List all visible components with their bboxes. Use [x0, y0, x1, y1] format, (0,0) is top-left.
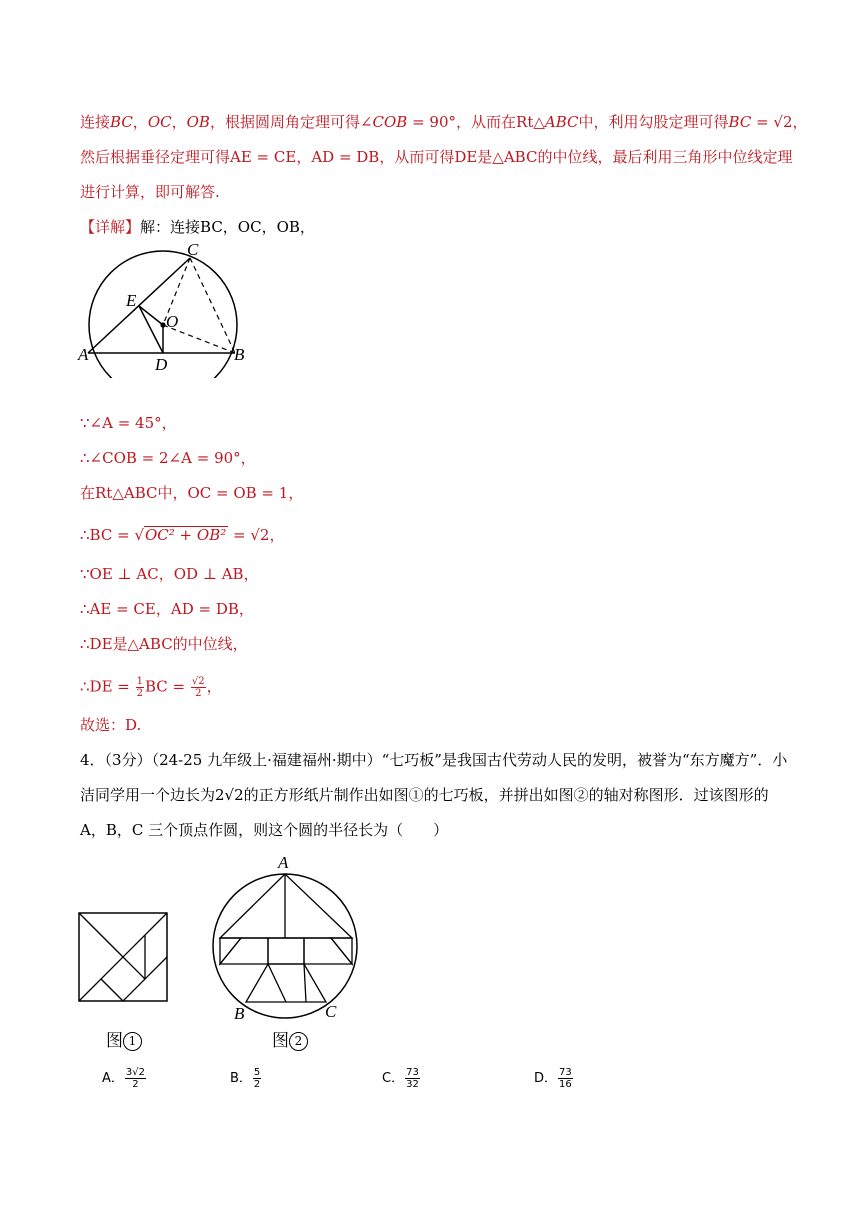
text: ，	[171, 113, 187, 131]
label-e: E	[126, 291, 137, 310]
option-letter: D．	[534, 1071, 558, 1086]
text: = 90°，从而在Rt△	[407, 113, 545, 131]
question-line-3: A，B，C 三个顶点作圆，则这个圆的半径长为（ ）	[80, 821, 449, 839]
question-line-2: 洁同学用一个边长为2√2的正方形纸片制作出如图①的七巧板，并拼出如图②的轴对称图形．过该图形的	[80, 786, 769, 804]
caption-figure-1	[106, 1026, 142, 1051]
left-parallelogram	[220, 938, 268, 964]
figure-tangram-circle	[208, 852, 368, 1024]
numerator: 5	[253, 1067, 261, 1078]
option-d[interactable]	[534, 1067, 574, 1090]
label-a: A	[78, 345, 89, 364]
option-letter: C．	[382, 1071, 405, 1086]
step-4	[80, 525, 284, 545]
label-c: C	[187, 240, 199, 259]
denominator: 32	[406, 1079, 419, 1090]
sqrt-sign: √	[134, 526, 144, 544]
fraction	[191, 676, 206, 699]
figure-1-circle-triangle	[72, 238, 262, 378]
circled-number: 2	[289, 1032, 308, 1051]
caption-text: 图	[106, 1031, 123, 1051]
numerator: 73	[406, 1067, 419, 1078]
option-letter: B．	[230, 1071, 252, 1086]
text: OB	[186, 113, 210, 131]
text: ，根据圆周角定理可得∠	[209, 113, 373, 131]
numerator: 3√2	[125, 1067, 146, 1078]
step-2: ∴∠COB = 2∠A = 90°，	[80, 449, 256, 467]
option-c[interactable]	[382, 1067, 421, 1090]
label-a: A	[278, 853, 289, 872]
roof-triangle	[220, 874, 352, 938]
text: = √2，	[751, 113, 808, 131]
text: = √2，	[228, 526, 285, 544]
numerator: 73	[559, 1067, 572, 1078]
label-b: B	[234, 1004, 245, 1023]
option-b[interactable]	[230, 1067, 262, 1090]
text: BC	[110, 113, 133, 131]
text: ∴BC =	[80, 526, 135, 544]
text: ABC	[544, 113, 579, 131]
denominator: 2	[136, 688, 143, 699]
label-d: D	[155, 355, 168, 374]
fraction	[136, 676, 144, 699]
figure-tangram-square	[78, 912, 170, 1004]
segment-eo	[139, 306, 163, 325]
text: 中，利用勾股定理可得	[578, 113, 729, 131]
numerator: 1	[136, 676, 143, 687]
step-7: ∴DE是△ABC的中位线，	[80, 635, 248, 653]
text: BC =	[145, 677, 190, 696]
text: ，	[132, 113, 148, 131]
denominator: 2	[253, 1079, 261, 1090]
option-a[interactable]	[102, 1067, 147, 1090]
text: OC	[147, 113, 172, 131]
option-fraction	[253, 1067, 261, 1090]
right-parallelogram	[304, 938, 352, 964]
tangram-edge	[101, 979, 123, 1001]
segment-ac	[88, 258, 190, 353]
detail-line	[80, 217, 315, 237]
circled-number: 1	[123, 1032, 142, 1051]
tangram-edge	[123, 957, 145, 979]
detail-tag: 【详解】	[80, 218, 141, 236]
option-fraction	[405, 1067, 420, 1090]
text: （3分）（24-25 九年级上·福建福州·期中）“七巧板”是我国古代劳动人民的发明，被誉为“东方魔方”．小	[104, 751, 788, 769]
tangram-edge	[268, 964, 286, 1002]
label-b: B	[234, 345, 245, 364]
text: ，	[206, 677, 222, 696]
segment-ed	[139, 306, 163, 353]
text: 连接	[80, 113, 111, 131]
detail-text: 解：连接BC，OC，OB，	[140, 218, 315, 236]
text: COB	[372, 113, 408, 131]
text: BC	[728, 113, 752, 131]
caption-figure-2	[272, 1026, 308, 1051]
label-c: C	[325, 1002, 337, 1021]
step-3: 在Rt△ABC中，OC = OB = 1，	[80, 484, 304, 502]
center-square	[268, 938, 304, 964]
step-8	[80, 676, 222, 699]
label-o: O	[166, 312, 179, 331]
step-5: ∵OE ⊥ AC，OD ⊥ AB，	[80, 565, 259, 583]
answer-line: 故选：D.	[80, 716, 142, 734]
caption-text: 图	[272, 1031, 289, 1051]
question-line-1	[80, 750, 787, 770]
denominator: 16	[559, 1079, 572, 1090]
option-letter: A．	[102, 1071, 124, 1086]
tangram-edge	[79, 913, 123, 957]
option-fraction	[125, 1067, 146, 1090]
base-trapezoid	[246, 964, 326, 1002]
option-fraction	[558, 1067, 573, 1090]
numerator: √2	[191, 676, 205, 687]
tangram-edge	[304, 964, 306, 1002]
question-number: 4．	[80, 751, 105, 769]
denominator: 2	[132, 1079, 139, 1090]
solution-line-3: 进行计算，即可解答.	[80, 183, 220, 201]
step-1: ∵∠A = 45°，	[80, 414, 177, 432]
center-point	[160, 322, 165, 327]
step-6: ∴AE = CE，AD = DB，	[80, 600, 254, 618]
text: ∴DE =	[80, 677, 135, 696]
solution-line-2: 然后根据垂径定理可得AE = CE，AD = DB，从而可得DE是△ABC的中位线，最后利用三角形中位线定理	[80, 148, 793, 166]
denominator: 2	[195, 688, 202, 699]
radicand: OC² + OB²	[145, 526, 227, 544]
solution-line-1	[80, 112, 808, 132]
